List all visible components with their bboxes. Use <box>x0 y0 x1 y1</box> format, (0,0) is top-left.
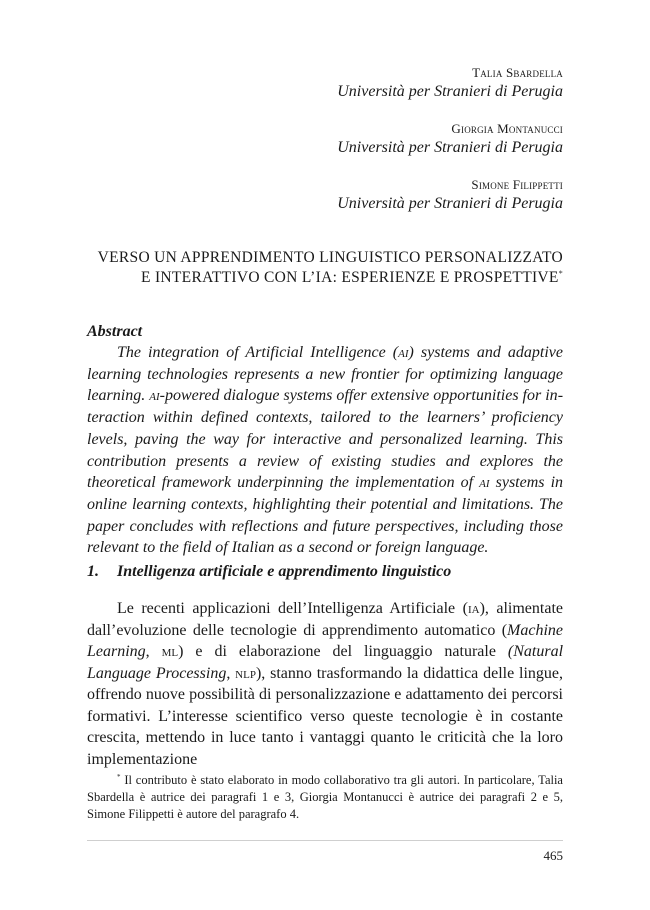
footnote-text: Il contributo è stato elaborato in modo collaborativo tra gli autori. In particolare, Talia Sbardella è autrice dei paragrafi 1 e 3, Giorgia Montanucci è autrice dei paragrafi 2 e 5, Simone Filippetti è autore del paragrafo 4. <box>87 773 563 821</box>
paper-title-line: VERSO UN APPRENDIMENTO LINGUISTICO PERSONALIZZATO <box>97 249 563 266</box>
acronym: ia <box>467 600 480 617</box>
footnote-marker: * <box>117 772 121 781</box>
author-affiliation: Università per Stranieri di Perugia <box>337 195 563 212</box>
body-text-segment: ), alimentate dall’evoluzione delle tecnologie di apprendimento automatico ( <box>87 600 563 639</box>
body-text-segment: ) e di elaborazione del linguaggio naturale <box>178 643 508 660</box>
page-number: 465 <box>543 848 563 863</box>
section-title: Intelligenza artificiale e apprendimento linguistico <box>117 563 452 580</box>
footer-rule <box>87 840 563 841</box>
author-affiliation: Università per Stranieri di Perugia <box>337 139 563 156</box>
paper-title <box>87 248 563 288</box>
acronym: ai <box>398 344 409 361</box>
paper-title-line <box>87 268 563 288</box>
author-block <box>337 64 563 232</box>
term-italic: Machine Learning <box>87 621 563 660</box>
author-entry <box>337 176 563 214</box>
body-text-segment: , <box>226 664 236 682</box>
footnote-marker: * <box>558 268 563 278</box>
author-name: Talia Sbardella <box>472 65 563 80</box>
author-name: Giorgia Montanucci <box>451 121 563 136</box>
body-paragraph <box>87 598 563 770</box>
body-text-segment: Le recenti applicazioni dell’Intelligenza Artificiale ( <box>117 600 468 617</box>
abstract-text-segment: The integration of Artificial Intelligence ( <box>117 344 399 361</box>
author-name: Simone Filippetti <box>471 177 563 192</box>
footnote <box>87 772 563 823</box>
term-italic: (Natural Language Processing <box>87 643 564 682</box>
acronym: ai <box>149 387 160 405</box>
author-entry <box>337 120 563 158</box>
abstract-section <box>87 322 563 559</box>
abstract-heading: Abstract <box>87 323 143 340</box>
body-text-segment: , <box>145 643 162 660</box>
author-entry <box>337 64 563 102</box>
acronym: nlp <box>235 664 256 682</box>
body-text-segment: ), stanno trasformando la didattica delle lingue, offrendo nuove possibilità di personalizzazione e adattamento dei percorsi formativi. L’interesse scientifico verso queste tecnologie è in costante crescita, mettendo in luce tanto i vantaggi quanto le criticità che la loro implementazione <box>87 664 564 768</box>
abstract-text <box>87 342 563 559</box>
abstract-text-segment: -powered dialogue systems offer extensive opportunities for interaction within defined contexts, tailored to the learners’ proficiency levels, paving the way for interactive and personalized learning. This contribution presents a review of existing studies and explores the theoretical framework underpinning the implementation of <box>87 387 564 492</box>
paper-title-text: E INTERATTIVO CON L’IA: ESPERIENZE E PROSPETTIVE <box>141 269 559 286</box>
section-number: 1. <box>87 563 99 580</box>
section-heading <box>87 562 451 582</box>
abstract-text-segment: ) systems and adaptive learning technologies represents a new frontier for optimizing language learning. <box>87 344 563 405</box>
abstract-text-segment: systems in online learning contexts, highlighting their potential and limitations. The paper concludes with reflections and future perspectives, including those relevant to the field of Italian as a second or foreign language. <box>87 474 564 557</box>
author-affiliation: Università per Stranieri di Perugia <box>337 83 563 100</box>
acronym: ml <box>161 643 179 660</box>
acronym: ai <box>479 474 490 492</box>
